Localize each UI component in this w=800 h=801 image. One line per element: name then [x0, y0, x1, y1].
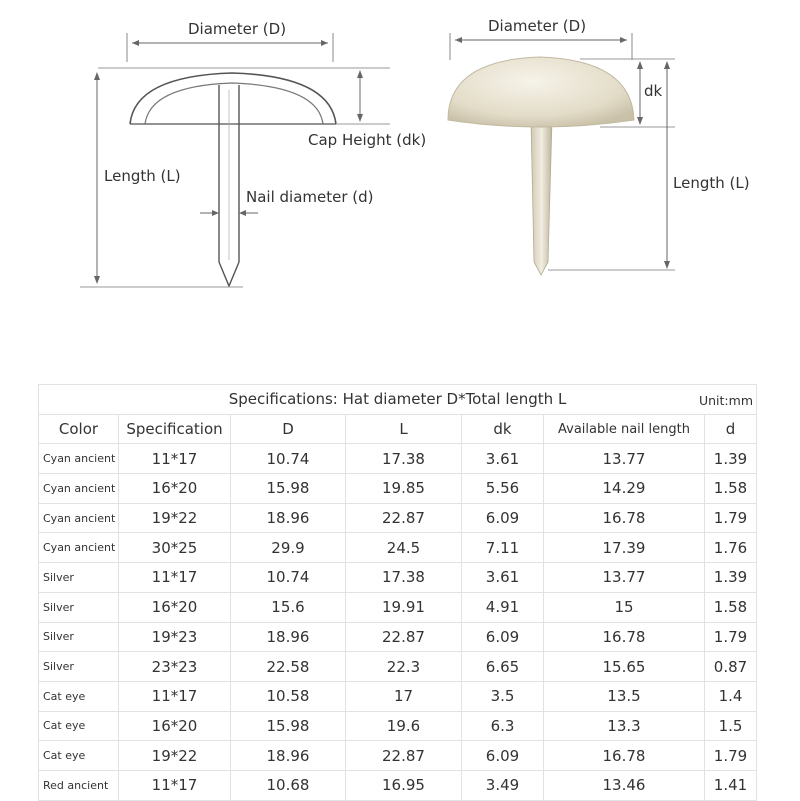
- value-cell: 6.09: [462, 622, 544, 652]
- value-cell: 6.3: [462, 711, 544, 741]
- value-cell: 14.29: [544, 474, 705, 504]
- value-cell: 4.91: [462, 592, 544, 622]
- value-cell: 15.98: [231, 711, 346, 741]
- table-row: [39, 533, 757, 563]
- header-specification: Specification: [119, 414, 231, 444]
- value-cell: 6.09: [462, 741, 544, 771]
- color-cell: Cyan ancient: [39, 444, 119, 474]
- value-cell: 18.96: [231, 503, 346, 533]
- color-cell: Silver: [39, 652, 119, 682]
- value-cell: 16*20: [119, 711, 231, 741]
- value-cell: 11*17: [119, 444, 231, 474]
- value-cell: 23*23: [119, 652, 231, 682]
- value-cell: 1.79: [705, 503, 757, 533]
- value-cell: 1.58: [705, 592, 757, 622]
- header-l: L: [346, 414, 462, 444]
- value-cell: 15: [544, 592, 705, 622]
- header-d-upper: D: [231, 414, 346, 444]
- value-cell: 10.58: [231, 681, 346, 711]
- specification-table: [38, 384, 756, 801]
- table-body: [39, 444, 757, 800]
- value-cell: 13.77: [544, 563, 705, 593]
- color-cell: Silver: [39, 622, 119, 652]
- value-cell: 22.58: [231, 652, 346, 682]
- color-cell: Silver: [39, 592, 119, 622]
- value-cell: 6.09: [462, 503, 544, 533]
- value-cell: 15.65: [544, 652, 705, 682]
- color-cell: Cyan ancient: [39, 474, 119, 504]
- right-diameter-label: Diameter (D): [488, 17, 587, 35]
- value-cell: 24.5: [346, 533, 462, 563]
- value-cell: 19*22: [119, 741, 231, 771]
- left-nail-diameter-label: Nail diameter (d): [246, 188, 374, 206]
- value-cell: 17: [346, 681, 462, 711]
- value-cell: 19.6: [346, 711, 462, 741]
- value-cell: 1.39: [705, 444, 757, 474]
- value-cell: 22.87: [346, 503, 462, 533]
- color-cell: Cat eye: [39, 681, 119, 711]
- table-row: [39, 503, 757, 533]
- color-cell: Cat eye: [39, 711, 119, 741]
- value-cell: 13.77: [544, 444, 705, 474]
- table-row: [39, 652, 757, 682]
- value-cell: 0.87: [705, 652, 757, 682]
- value-cell: 11*17: [119, 681, 231, 711]
- value-cell: 16.78: [544, 741, 705, 771]
- value-cell: 10.68: [231, 770, 346, 800]
- right-dk-label: dk: [644, 82, 663, 100]
- value-cell: 22.87: [346, 741, 462, 771]
- nail-diagram: [0, 0, 800, 300]
- value-cell: 13.46: [544, 770, 705, 800]
- table-row: [39, 592, 757, 622]
- value-cell: 16.78: [544, 622, 705, 652]
- value-cell: 11*17: [119, 563, 231, 593]
- header-dk: dk: [462, 414, 544, 444]
- value-cell: 10.74: [231, 563, 346, 593]
- value-cell: 10.74: [231, 444, 346, 474]
- color-cell: Cyan ancient: [39, 503, 119, 533]
- header-d-lower: d: [705, 414, 757, 444]
- value-cell: 19.91: [346, 592, 462, 622]
- table-row: [39, 770, 757, 800]
- value-cell: 3.61: [462, 444, 544, 474]
- value-cell: 17.38: [346, 444, 462, 474]
- value-cell: 17.38: [346, 563, 462, 593]
- value-cell: 15.6: [231, 592, 346, 622]
- value-cell: 3.61: [462, 563, 544, 593]
- left-cap-height-label: Cap Height (dk): [308, 131, 427, 149]
- value-cell: 17.39: [544, 533, 705, 563]
- value-cell: 16*20: [119, 592, 231, 622]
- left-length-label: Length (L): [104, 167, 181, 185]
- table-header-row: [39, 414, 757, 444]
- color-cell: Cyan ancient: [39, 533, 119, 563]
- value-cell: 1.5: [705, 711, 757, 741]
- value-cell: 22.3: [346, 652, 462, 682]
- color-cell: Cat eye: [39, 741, 119, 771]
- value-cell: 13.3: [544, 711, 705, 741]
- value-cell: 18.96: [231, 622, 346, 652]
- value-cell: 18.96: [231, 741, 346, 771]
- table-row: [39, 563, 757, 593]
- value-cell: 22.87: [346, 622, 462, 652]
- value-cell: 16*20: [119, 474, 231, 504]
- table-title-row: [39, 385, 757, 415]
- value-cell: 1.4: [705, 681, 757, 711]
- value-cell: 11*17: [119, 770, 231, 800]
- value-cell: 1.41: [705, 770, 757, 800]
- value-cell: 30*25: [119, 533, 231, 563]
- color-cell: Red ancient: [39, 770, 119, 800]
- value-cell: 3.5: [462, 681, 544, 711]
- nail-photo: [448, 17, 750, 275]
- value-cell: 15.98: [231, 474, 346, 504]
- value-cell: 1.58: [705, 474, 757, 504]
- schematic-drawing: [80, 20, 426, 287]
- value-cell: 16.95: [346, 770, 462, 800]
- table-row: [39, 474, 757, 504]
- value-cell: 19*22: [119, 503, 231, 533]
- header-color: Color: [39, 414, 119, 444]
- value-cell: 13.5: [544, 681, 705, 711]
- table-row: [39, 711, 757, 741]
- table-row: [39, 681, 757, 711]
- value-cell: 6.65: [462, 652, 544, 682]
- color-cell: Silver: [39, 563, 119, 593]
- left-diameter-label: Diameter (D): [188, 20, 287, 38]
- header-available-nail-length: Available nail length: [544, 414, 705, 444]
- value-cell: 5.56: [462, 474, 544, 504]
- unit-label: Unit:mm: [698, 393, 753, 408]
- value-cell: 7.11: [462, 533, 544, 563]
- table-title: Specifications: Hat diameter D*Total length L: [228, 390, 567, 409]
- right-length-label: Length (L): [673, 174, 750, 192]
- value-cell: 19*23: [119, 622, 231, 652]
- value-cell: 1.79: [705, 741, 757, 771]
- value-cell: 1.39: [705, 563, 757, 593]
- value-cell: 1.79: [705, 622, 757, 652]
- table-row: [39, 741, 757, 771]
- value-cell: 16.78: [544, 503, 705, 533]
- table-row: [39, 622, 757, 652]
- value-cell: 29.9: [231, 533, 346, 563]
- value-cell: 1.76: [705, 533, 757, 563]
- table-row: [39, 444, 757, 474]
- value-cell: 3.49: [462, 770, 544, 800]
- value-cell: 19.85: [346, 474, 462, 504]
